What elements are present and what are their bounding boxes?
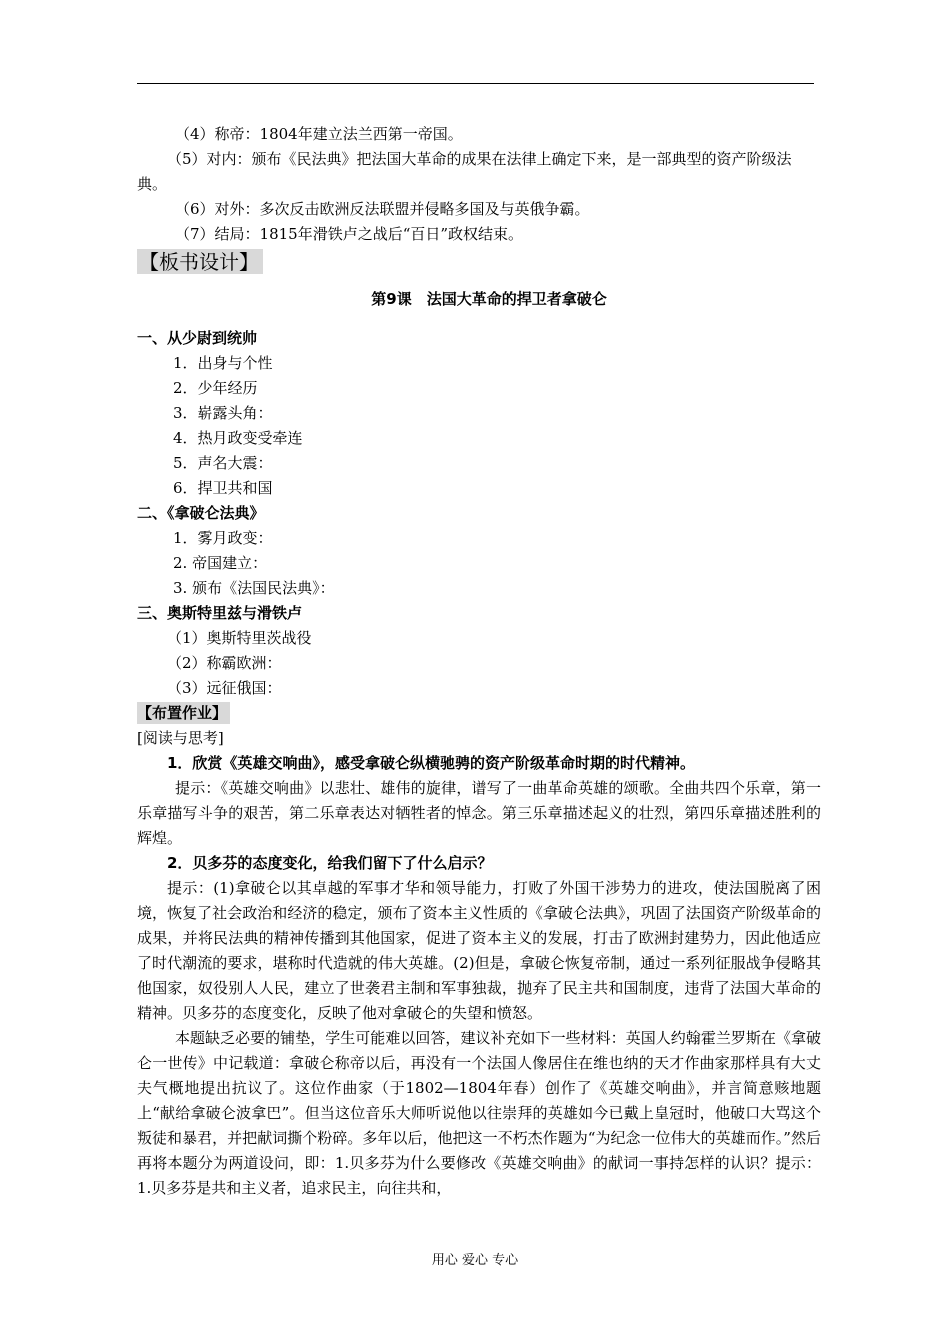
question-2: 2．贝多芬的态度变化，给我们留下了什么启示？: [167, 854, 493, 872]
summary-item-6: （6）对外：多次反击欧洲反法联盟并侵略多国及与英俄争霸。: [175, 200, 590, 218]
outline-item: 6．捍卫共和国: [173, 479, 273, 497]
summary-item-5: （5）对内：颁布《民法典》把法国大革命的成果在法律上确定下来，是一部典型的资产阶级法典。: [137, 150, 792, 193]
document-body: [137, 122, 821, 1201]
board-design-label: 【板书设计】: [137, 249, 263, 274]
header-rule: [137, 83, 814, 84]
lesson-title: 第9课 法国大革命的捍卫者拿破仑: [371, 290, 607, 308]
outline-item: 1．雾月政变：: [173, 529, 273, 547]
teacher-note: 本题缺乏必要的铺垫，学生可能难以回答，建议补充如下一些材料：英国人约翰霍兰罗斯在《拿破仑一世传》中记载道：拿破仑称帝以后，再没有一个法国人像居住在维也纳的天才作曲家那样具有大丈夫气概地提出抗议了。这位作曲家（于1802—1804年春）创作了《英雄交响曲》，并言简意赅地题上“献给拿破仑波拿巴”。但当这位音乐大师听说他以往崇拜的英雄如今已戴上皇冠时，他破口大骂这个叛徒和暴君，并把献词撕个粉碎。多年以后，他把这一不朽杰作题为“为纪念一位伟大的英雄而作。”然后再将本题分为两道设问，即：1.贝多芬为什么要修改《英雄交响曲》的献词一事持怎样的认识？提示：1.贝多芬是共和主义者，追求民主，向往共和，: [137, 1029, 821, 1197]
outline-item: 5．声名大震：: [173, 454, 273, 472]
outline-item: 2. 帝国建立：: [173, 554, 268, 572]
outline-item: 3．崭露头角：: [173, 404, 273, 422]
summary-item-7: （7）结局：1815年滑铁卢之战后“百日”政权结束。: [175, 225, 524, 243]
outline-heading-1: 一、从少尉到统帅: [137, 329, 258, 347]
outline-heading-3: 三、奥斯特里兹与滑铁卢: [137, 604, 303, 622]
page-footer: 用心 爱心 专心: [431, 1253, 519, 1268]
question-1: 1．欣赏《英雄交响曲》，感受拿破仑纵横驰骋的资产阶级革命时期的时代精神。: [167, 754, 695, 772]
outline-item: 2．少年经历: [173, 379, 258, 397]
outline-item: 4．热月政变受牵连: [173, 429, 303, 447]
summary-item-4: （4）称帝：1804年建立法兰西第一帝国。: [175, 125, 463, 143]
outline-heading-2: 二、《拿破仑法典》: [137, 504, 265, 522]
question-2-hint: 提示：(1)拿破仑以其卓越的军事才华和领导能力，打败了外国干涉势力的进攻，使法国脱离了困境，恢复了社会政治和经济的稳定，颁布了资本主义性质的《拿破仑法典》，巩固了法国资产阶级革命的成果，并将民法典的精神传播到其他国家，促进了资本主义的发展，打击了欧洲封建势力，因此他适应了时代潮流的要求，堪称时代造就的伟大英雄。(2)但是，拿破仑恢复帝制，通过一系列征服战争侵略其他国家，奴役别人人民，建立了世袭君主制和军事独裁，抛弃了民主共和国制度，违背了法国大革命的精神。贝多芬的态度变化，反映了他对拿破仑的失望和愤怒。: [137, 879, 821, 1022]
outline-item: 1．出身与个性: [173, 354, 273, 372]
outline-item: 3. 颁布《法国民法典》：: [173, 579, 335, 597]
outline-item: （2）称霸欧洲：: [167, 654, 282, 672]
question-1-hint: 提示：《英雄交响曲》以悲壮、雄伟的旋律，谱写了一曲革命英雄的颂歌。全曲共四个乐章，第一乐章描写斗争的艰苦，第二乐章表达对牺牲者的悼念。第三乐章描述起义的壮烈，第四乐章描述胜利的辉煌。: [137, 779, 821, 847]
reading-label: [阅读与思考]: [137, 729, 224, 747]
outline-item: （3）远征俄国：: [167, 679, 282, 697]
outline-item: （1）奥斯特里茨战役: [167, 629, 312, 647]
homework-label: 【布置作业】: [137, 702, 230, 724]
